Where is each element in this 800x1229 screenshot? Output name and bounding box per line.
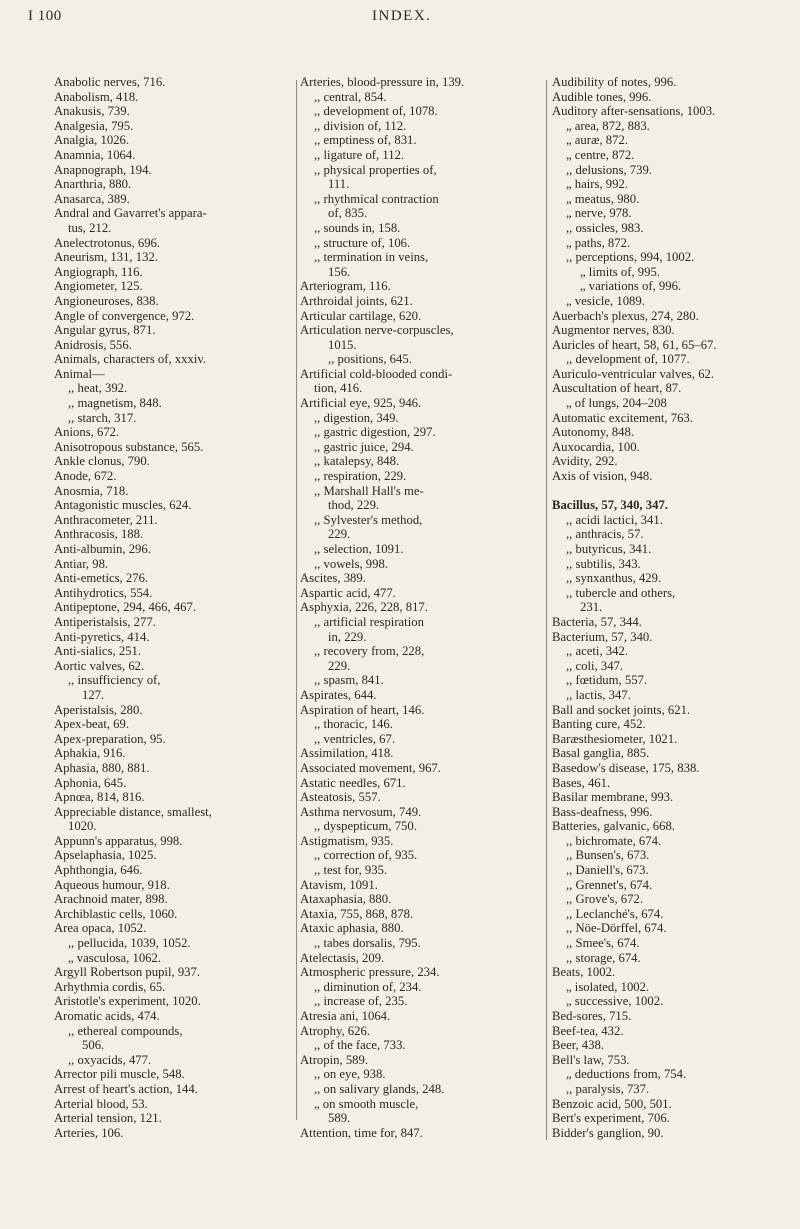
index-entry: Auriculo-ventricular valves, 62. <box>552 366 715 381</box>
index-column-1 <box>54 75 292 1140</box>
index-entry: ,, on eye, 938. <box>314 1067 386 1082</box>
index-entry: ,, fœtidum, 557. <box>566 673 648 688</box>
index-entry: Atavism, 1091. <box>300 877 378 892</box>
index-entry: Astatic needles, 671. <box>300 775 406 790</box>
index-entry: Angiograph, 116. <box>54 264 143 279</box>
index-entry: Apnœa, 814, 816. <box>54 790 145 805</box>
index-entry: Anosmia, 718. <box>54 483 129 498</box>
index-entry: ,, respiration, 229. <box>314 469 407 484</box>
index-entry: Antihydrotics, 554. <box>54 585 153 600</box>
index-entry: Asthma nervosum, 749. <box>300 804 422 819</box>
index-entry: Axis of vision, 948. <box>552 469 653 484</box>
index-entry: ,, Leclanché's, 674. <box>566 906 664 921</box>
index-entry: ,, tubercle and others, <box>566 585 676 600</box>
index-entry: Bacteria, 57, 344. <box>552 614 642 629</box>
index-entry: Anthracosis, 188. <box>54 527 144 542</box>
index-entry: Arterial blood, 53. <box>54 1096 148 1111</box>
index-entry: ,, ossicles, 983. <box>566 220 644 235</box>
index-entry: Ankle clonus, 790. <box>54 454 150 469</box>
index-entry: ,, gastric digestion, 297. <box>314 425 436 440</box>
index-column-2 <box>300 75 538 1140</box>
index-entry: ,, tabes dorsalis, 795. <box>314 936 421 951</box>
index-entry: 1015. <box>328 337 357 352</box>
index-entry: Animals, characters of, xxxiv. <box>54 352 207 367</box>
index-entry: Bass-deafness, 996. <box>552 804 653 819</box>
index-entry: ,, termination in veins, <box>314 250 429 265</box>
index-entry: Anabolism, 418. <box>54 89 139 104</box>
index-entry: Batteries, galvanic, 668. <box>552 819 675 834</box>
index-entry: Atrophy, 626. <box>300 1023 371 1038</box>
index-entry: Anti-emetics, 276. <box>54 571 149 586</box>
index-entry: ,, thoracic, 146. <box>314 717 393 732</box>
index-entry: ,, Grennet's, 674. <box>566 877 653 892</box>
index-entry: tion, 416. <box>314 381 363 396</box>
index-entry: Area opaca, 1052. <box>54 921 147 936</box>
index-entry: „ limits of, 995. <box>580 264 660 279</box>
index-entry: „ variations of, 996. <box>580 279 682 294</box>
index-entry: thod, 229. <box>328 498 380 513</box>
index-entry: ,, synxanthus, 429. <box>566 571 662 586</box>
index-entry: ,, Sylvester's method, <box>314 512 423 527</box>
index-entry: Ataxaphasia, 880. <box>300 892 392 907</box>
index-entry: Auditory after-sensations, 1003. <box>552 104 716 119</box>
index-entry: Antiperistalsis, 277. <box>54 614 156 629</box>
index-entry: ,, katalepsy, 848. <box>314 454 400 469</box>
index-entry: Aromatic acids, 474. <box>54 1009 160 1023</box>
index-entry: Aphakia, 916. <box>54 746 126 761</box>
index-entry: Anode, 672. <box>54 469 117 484</box>
index-entry: Aneurism, 131, 132. <box>54 250 158 265</box>
index-entry: Bases, 461. <box>552 775 611 790</box>
index-entry: Antagonistic muscles, 624. <box>54 498 192 513</box>
index-entry: Asphyxia, 226, 228, 817. <box>300 600 428 615</box>
index-entry: 111. <box>328 177 350 192</box>
index-entry: Animal— <box>54 366 105 381</box>
index-entry: Beef-tea, 432. <box>552 1023 624 1038</box>
index-entry: Anidrosis, 556. <box>54 337 132 352</box>
index-entry: ,, Daniell's, 673. <box>566 863 649 878</box>
index-entry: 229. <box>328 527 351 542</box>
index-entry: Arrector pili muscle, 548. <box>54 1067 185 1082</box>
index-entry: ,, division of, 112. <box>314 118 407 133</box>
index-entry: ,, delusions, 739. <box>566 162 652 177</box>
index-entry: ,, aceti, 342. <box>566 644 629 659</box>
index-entry: Automatic excitement, 763. <box>552 410 693 425</box>
index-entry: „ auræ, 872. <box>566 133 629 148</box>
index-entry: ,, Smee's, 674. <box>566 936 640 951</box>
index-entry: ,, positions, 645. <box>328 352 412 367</box>
index-entry: Anapnograph, 194. <box>54 162 152 177</box>
index-entry: Arhythmia cordis, 65. <box>54 979 166 994</box>
index-entry: „ vesicle, 1089. <box>566 293 645 308</box>
index-entry: Appreciable distance, smallest, <box>54 804 212 819</box>
index-entry: Aspartic acid, 477. <box>300 585 396 600</box>
index-entry: ,, bichromate, 674. <box>566 833 662 848</box>
index-entry: ,, ligature of, 112. <box>314 147 405 162</box>
index-entry: ,, spasm, 841. <box>314 673 384 688</box>
index-entry: Arteries, blood-pressure in, 139. <box>300 75 465 89</box>
index-entry: Banting cure, 452. <box>552 717 646 732</box>
index-entry: Augmentor nerves, 830. <box>552 323 675 338</box>
index-entry: Artificial cold-blooded condi- <box>300 366 453 381</box>
index-entry: Ascites, 389. <box>300 571 366 586</box>
index-entry: ,, emptiness of, 831. <box>314 133 417 148</box>
index-entry: 229. <box>328 658 351 673</box>
index-entry: in, 229. <box>328 629 367 644</box>
index-entry: Bacillus, 57, 340, 347. <box>552 498 668 513</box>
index-entry: Ball and socket joints, 621. <box>552 702 691 717</box>
index-entry: Attention, time for, 847. <box>300 1125 423 1140</box>
index-entry: Basal ganglia, 885. <box>552 746 650 761</box>
index-entry: Aspirates, 644. <box>300 687 377 702</box>
index-entry: Atelectasis, 209. <box>300 950 385 965</box>
index-entry: ,, development of, 1077. <box>566 352 690 367</box>
index-entry: Bert's experiment, 706. <box>552 1111 670 1126</box>
index-entry: ,, anthracis, 57. <box>566 527 644 542</box>
index-entry: Analgesia, 795. <box>54 118 134 133</box>
index-entry: ,, insufficiency of, <box>68 673 161 688</box>
index-entry: ,, selection, 1091. <box>314 542 404 556</box>
index-entry: Autonomy, 848. <box>552 425 634 440</box>
index-entry: Auerbach's plexus, 274, 280. <box>552 308 699 323</box>
index-entry: ,, coli, 347. <box>566 658 624 673</box>
index-entry: ,, heat, 392. <box>68 381 128 396</box>
index-entry: ,, Nöe-Dörffel, 674. <box>566 921 667 936</box>
index-entry: ,, Grove's, 672. <box>566 892 643 907</box>
index-entry: Articulation nerve-corpuscles, <box>300 323 454 338</box>
index-entry: ,, recovery from, 228, <box>314 644 425 659</box>
index-entry: „ deductions from, 754. <box>566 1067 687 1082</box>
index-spacer <box>552 484 792 499</box>
index-entry: ,, oxyacids, 477. <box>68 1052 152 1067</box>
index-entry: Atresia ani, 1064. <box>300 1009 391 1023</box>
index-entry: Apex-beat, 69. <box>54 717 130 732</box>
index-entry: „ successive, 1002. <box>566 994 664 1009</box>
index-entry: ,, magnetism, 848. <box>68 396 162 411</box>
index-entry: ,, structure of, 106. <box>314 235 411 250</box>
page-title: INDEX. <box>372 8 432 24</box>
index-entry: Beats, 1002. <box>552 965 616 980</box>
index-entry: ,, central, 854. <box>314 89 387 104</box>
index-entry: ,, acidi lactici, 341. <box>566 512 663 527</box>
index-entry: Aphonia, 645. <box>54 775 127 790</box>
index-entry: ,, gastric juice, 294. <box>314 439 414 454</box>
index-entry: Atmospheric pressure, 234. <box>300 965 440 980</box>
index-entry: Arachnoid mater, 898. <box>54 892 168 907</box>
index-entry: Arterial tension, 121. <box>54 1111 162 1126</box>
index-entry: Appunn's apparatus, 998. <box>54 833 183 848</box>
index-entry: ,, physical properties of, <box>314 162 437 177</box>
index-entry: ,, artificial respiration <box>314 614 424 629</box>
index-entry: ,, on salivary glands, 248. <box>314 1081 445 1096</box>
index-entry: Basedow's disease, 175, 838. <box>552 760 700 775</box>
index-entry: Beer, 438. <box>552 1038 604 1053</box>
index-entry: ,, test for, 935. <box>314 863 388 878</box>
index-entry: ,, pellucida, 1039, 1052. <box>68 936 191 951</box>
index-entry: Astigmatism, 935. <box>300 833 394 848</box>
index-entry: Bed-sores, 715. <box>552 1009 632 1023</box>
index-entry: Atropin, 589. <box>300 1052 369 1067</box>
index-entry: 1020. <box>68 819 97 834</box>
index-entry: „ meatus, 980. <box>566 191 640 206</box>
index-entry: ,, butyricus, 341. <box>566 542 652 556</box>
index-entry: 506. <box>82 1038 105 1053</box>
index-entry: ,, lactis, 347. <box>566 687 631 702</box>
index-entry: Ataxia, 755, 868, 878. <box>300 906 414 921</box>
index-entry: Bidder's ganglion, 90. <box>552 1125 664 1140</box>
index-entry: Auricles of heart, 58, 61, 65–67. <box>552 337 717 352</box>
index-entry: Archiblastic cells, 1060. <box>54 906 178 921</box>
index-entry: Audible tones, 996. <box>552 89 652 104</box>
index-entry: Anabolic nerves, 716. <box>54 75 166 89</box>
index-entry: Anti-albumin, 296. <box>54 542 151 556</box>
index-entry: ,, Marshall Hall's me- <box>314 483 424 498</box>
index-entry: „ isolated, 1002. <box>566 979 650 994</box>
index-entry: ,, increase of, 235. <box>314 994 408 1009</box>
index-entry: ,, digestion, 349. <box>314 410 399 425</box>
index-entry: Auxocardia, 100. <box>552 439 640 454</box>
index-entry: ,, sounds in, 158. <box>314 220 401 235</box>
index-entry: Basilar membrane, 993. <box>552 790 674 805</box>
index-entry: Audibility of notes, 996. <box>552 75 677 89</box>
index-entry: ,, paralysis, 737. <box>566 1081 650 1096</box>
index-entry: Anarthria, 880. <box>54 177 132 192</box>
index-entry: Apex-preparation, 95. <box>54 731 166 746</box>
index-entry: Apselaphasia, 1025. <box>54 848 157 863</box>
index-entry: „ centre, 872. <box>566 147 635 162</box>
index-entry: Angiometer, 125. <box>54 279 143 294</box>
index-entry: Bell's law, 753. <box>552 1052 630 1067</box>
index-entry: Arteriogram, 116. <box>300 279 391 294</box>
index-entry: Aspiration of heart, 146. <box>300 702 425 717</box>
index-entry: ,, perceptions, 994, 1002. <box>566 250 695 265</box>
index-entry: Anasarca, 389. <box>54 191 130 206</box>
index-entry: Antiar, 98. <box>54 556 109 571</box>
index-entry: Aortic valves, 62. <box>54 658 145 673</box>
index-entry: Aphthongia, 646. <box>54 863 143 878</box>
index-entry: Associated movement, 967. <box>300 760 441 775</box>
index-entry: ,, development of, 1078. <box>314 104 438 119</box>
index-entry: Anthracometer, 211. <box>54 512 158 527</box>
index-entry: 127. <box>82 687 105 702</box>
index-entry: Auscultation of heart, 87. <box>552 381 682 396</box>
index-entry: Anisotropous substance, 565. <box>54 439 204 454</box>
index-entry: Aperistalsis, 280. <box>54 702 143 717</box>
index-entry: Artificial eye, 925, 946. <box>300 396 422 411</box>
index-entry: Angioneuroses, 838. <box>54 293 159 308</box>
index-entry: 589. <box>328 1111 351 1126</box>
index-entry: Antipeptone, 294, 466, 467. <box>54 600 197 615</box>
index-entry: „ hairs, 992. <box>566 177 629 192</box>
index-entry: Ataxic aphasia, 880. <box>300 921 404 936</box>
index-entry: ,, correction of, 935. <box>314 848 418 863</box>
index-entry: Aqueous humour, 918. <box>54 877 170 892</box>
index-entry: „ nerve, 978. <box>566 206 632 221</box>
index-entry: Arrest of heart's action, 144. <box>54 1081 198 1096</box>
index-entry: ,, dyspepticum, 750. <box>314 819 417 834</box>
index-entry: Argyll Robertson pupil, 937. <box>54 965 201 980</box>
index-entry: Articular cartilage, 620. <box>300 308 422 323</box>
index-entry: „ area, 872, 883. <box>566 118 650 133</box>
column-divider-2 <box>546 80 547 1140</box>
index-entry: of, 835. <box>328 206 368 221</box>
index-entry: Anamnia, 1064. <box>54 147 136 162</box>
index-entry: Anti-sialics, 251. <box>54 644 142 659</box>
page-number: I 100 <box>28 8 62 24</box>
index-entry: ,, ethereal compounds, <box>68 1023 183 1038</box>
index-column-3 <box>552 75 792 1140</box>
index-entry: ,, storage, 674. <box>566 950 641 965</box>
index-entry: ,, rhythmical contraction <box>314 191 439 206</box>
index-entry: Arthroidal joints, 621. <box>300 293 413 308</box>
index-entry: Asteatosis, 557. <box>300 790 381 805</box>
index-entry: Assimilation, 418. <box>300 746 394 761</box>
index-entry: ,, starch, 317. <box>68 410 137 425</box>
index-entry: „ of lungs, 204–208 <box>566 396 667 411</box>
index-entry: Baræsthesiometer, 1021. <box>552 731 678 746</box>
index-entry: Aphasia, 880, 881. <box>54 760 150 775</box>
index-entry: Angular gyrus, 871. <box>54 323 156 338</box>
index-entry: ,, vowels, 998. <box>314 556 389 571</box>
index-entry: Anakusis, 739. <box>54 104 130 119</box>
index-entry: Arteries, 106. <box>54 1125 124 1140</box>
index-entry: ,, ventricles, 67. <box>314 731 396 746</box>
index-entry: ,, subtilis, 343. <box>566 556 641 571</box>
column-divider-1 <box>296 80 297 1120</box>
index-entry: Bacterium, 57, 340. <box>552 629 653 644</box>
index-entry: Angle of convergence, 972. <box>54 308 195 323</box>
index-entry: „ paths, 872. <box>566 235 631 250</box>
index-entry: Anti-pyretics, 414. <box>54 629 150 644</box>
index-entry: ,, diminution of, 234. <box>314 979 422 994</box>
index-entry: ,, of the face, 733. <box>314 1038 406 1053</box>
index-entry: Anelectrotonus, 696. <box>54 235 161 250</box>
index-entry: Benzoic acid, 500, 501. <box>552 1096 672 1111</box>
index-entry: Analgia, 1026. <box>54 133 130 148</box>
index-entry: 231. <box>580 600 603 615</box>
index-entry: 156. <box>328 264 351 279</box>
index-entry: Anions, 672. <box>54 425 120 440</box>
index-entry: ,, Bunsen's, 673. <box>566 848 650 863</box>
index-entry: „ vasculosa, 1062. <box>68 950 162 965</box>
index-entry: „ on smooth muscle, <box>314 1096 419 1111</box>
index-entry: Avidity, 292. <box>552 454 618 469</box>
index-entry: tus, 212. <box>68 220 112 235</box>
index-entry: Andral and Gavarret's appara- <box>54 206 207 221</box>
index-entry: Aristotle's experiment, 1020. <box>54 994 201 1009</box>
